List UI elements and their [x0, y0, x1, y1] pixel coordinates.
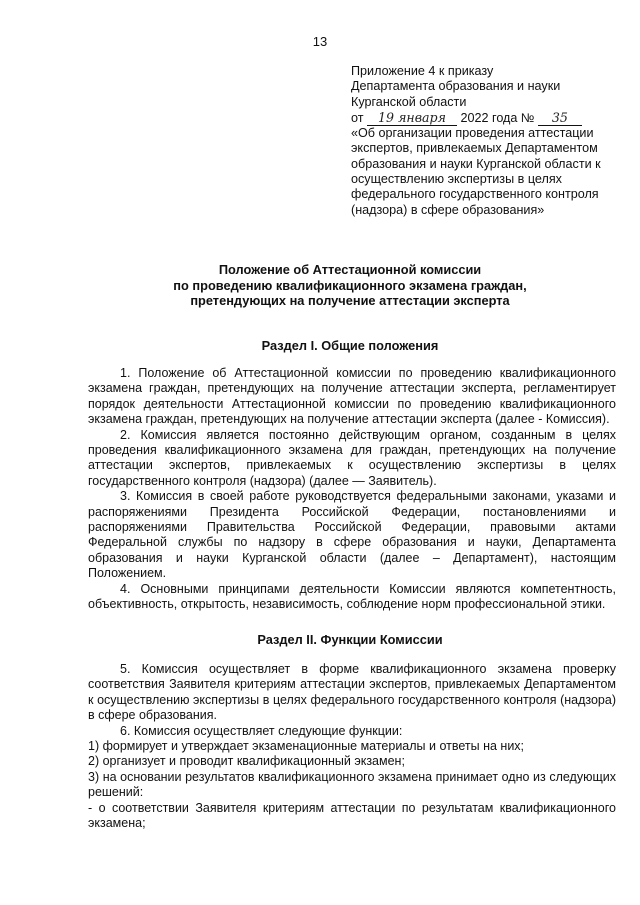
paragraph: 4. Основными принципами деятельности Комиссии являются компетентность, объективность, открытость, независимость, соблюдение норм профессиональной этики. [88, 581, 616, 612]
title-line: по проведению квалификационного экзамена граждан, [173, 277, 527, 293]
appendix-subject-line: (надзора) в сфере образования» [351, 202, 545, 217]
paragraph: 3. Комиссия в своей работе руководствуется федеральными законами, указами и распоряжениями Президента Российской Федерации, постановлениями и распоряжениями Правительства Российской Федерации, правовыми актами Федеральной службы по надзору в сфере образования и науки, Департамента образования и науки Курганской области (далее – Департамент), настоящим Положением. [88, 489, 616, 581]
section-2-body [88, 662, 616, 831]
appendix-subject-line: осуществлению экспертизы в целях [351, 172, 562, 187]
handwritten-number: 35 [538, 110, 582, 126]
paragraph: 1. Положение об Аттестационной комиссии по проведению квалификационного экзамена граждан, претендующих на получение аттестации эксперта, регламентирует порядок деятельности Аттестационной комиссии по проведению квалификационного экзамена граждан, претендующих на получение аттестации эксперта (далее - Комиссия). [88, 366, 616, 427]
section-1-body [88, 366, 616, 613]
appendix-date-line [351, 110, 626, 126]
section-2-heading: Раздел II. Функции Комиссии [257, 632, 443, 647]
handwritten-date: 19 января [367, 110, 457, 126]
title-line: претендующих на получение аттестации эксперта [190, 293, 510, 308]
page-number: 13 [312, 34, 328, 49]
appendix-subject-line: «Об организации проведения аттестации [351, 126, 594, 141]
section-1-heading: Раздел I. Общие положения [261, 338, 439, 353]
date-prefix: от [351, 110, 364, 125]
paragraph: 6. Комиссия осуществляет следующие функции: [120, 723, 403, 738]
appendix-line: Курганской области [351, 94, 467, 109]
list-item: 1) формирует и утверждает экзаменационные материалы и ответы на них; [88, 739, 525, 754]
appendix-subject-line: федерального государственного контроля [351, 187, 599, 202]
document-title [0, 262, 640, 309]
appendix-line: Приложение 4 к приказу [351, 64, 494, 78]
list-item: 3) на основании результатов квалификационного экзамена принимает одно из следующих решений: [88, 769, 616, 800]
list-item: 2) организует и проводит квалификационный экзамен; [88, 754, 405, 769]
paragraph: 5. Комиссия осуществляет в форме квалификационного экзамена проверку соответствия Заявителя критериям аттестации экспертов, привлекаемых Департаментом к осуществлению экспертизы в целях федерального государственного контроля (надзора) в сфере образования. [88, 662, 616, 723]
appendix-line: Департамента образования и науки [351, 79, 561, 94]
appendix-subject-line: экспертов, привлекаемых Департаментом [351, 141, 598, 156]
list-item: - о соответствии Заявителя критериям аттестации по результатам квалификационного экзамена; [88, 800, 616, 831]
appendix-block [351, 64, 626, 218]
appendix-subject-line: образования и науки Курганской области к [351, 156, 601, 171]
year-text: 2022 года № [460, 110, 535, 125]
title-line: Положение об Аттестационной комиссии [218, 262, 482, 277]
paragraph: 2. Комиссия является постоянно действующим органом, созданным в целях проведения квалификационного экзамена для граждан, претендующих на получение аттестации экспертов, привлекаемых к осуществлению экспертизы в целях государственного контроля (надзора) (далее — Заявитель). [88, 427, 616, 488]
